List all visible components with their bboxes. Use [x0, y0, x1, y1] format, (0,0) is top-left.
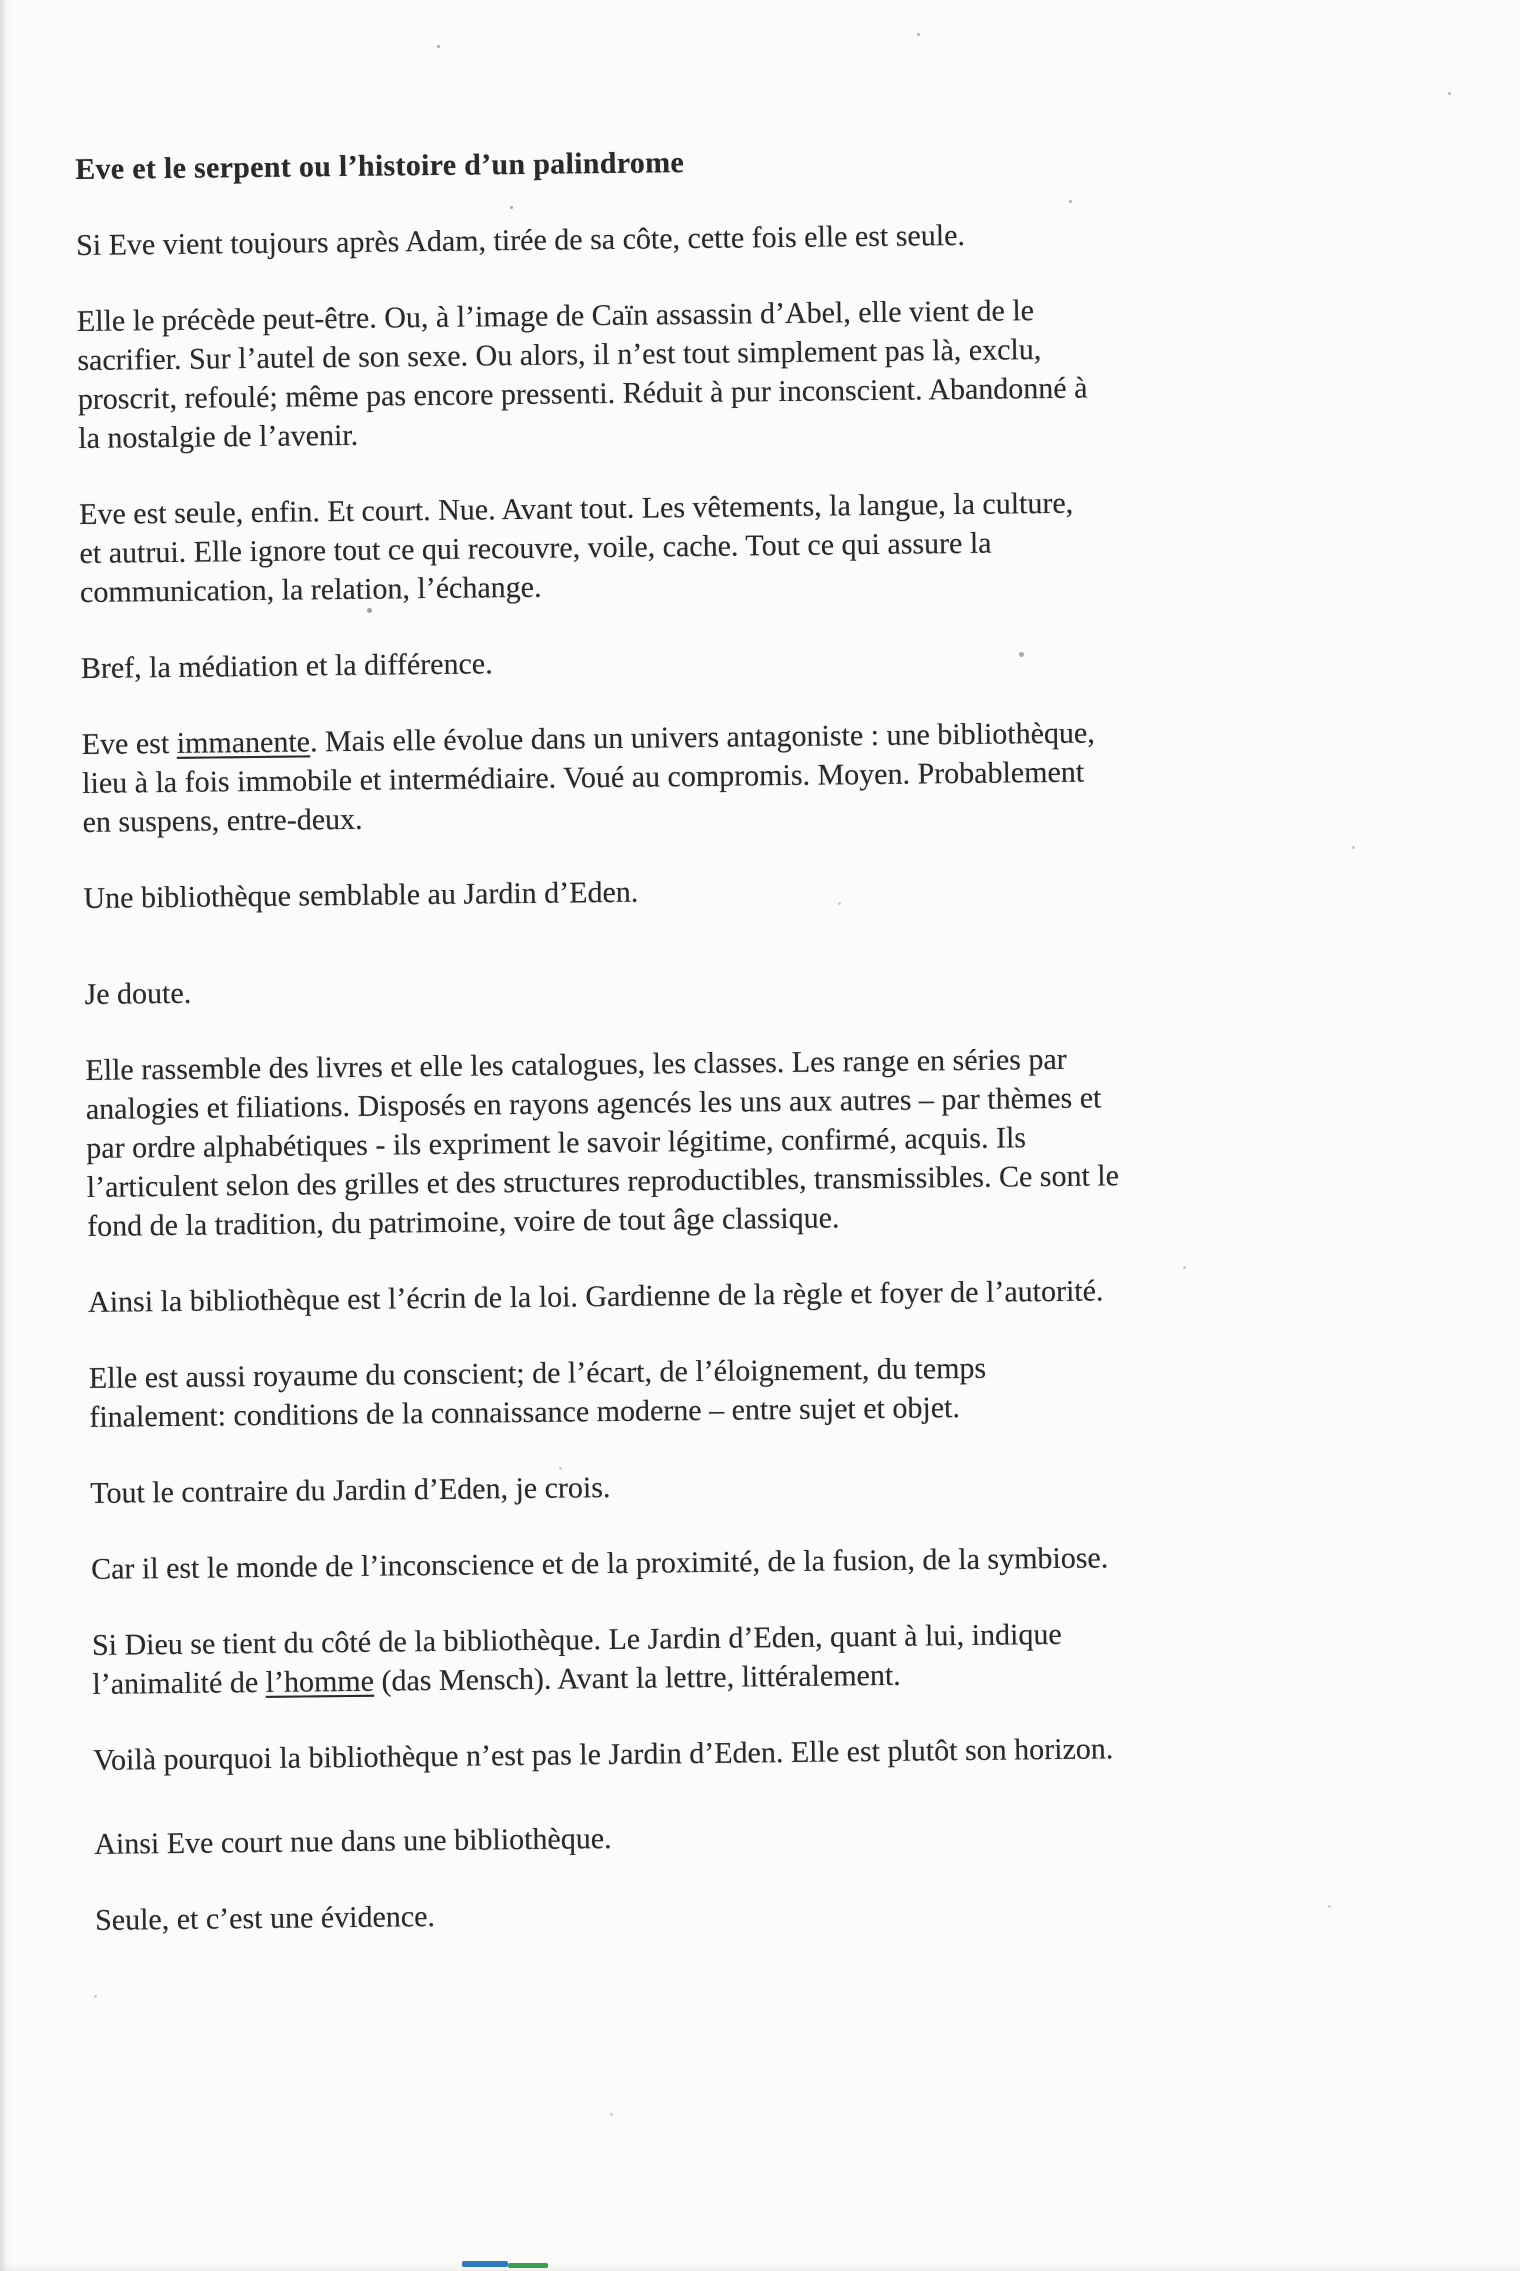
paragraph: Elle est aussi royaume du conscient; de l’écart, de l’éloignement, du temps finalement: conditions de la connaissance moderne – entre sujet et objet.	[88, 1351, 987, 1434]
paragraph: Seule, et c’est une évidence.	[94, 1900, 436, 1937]
paragraph: Si Eve vient toujours après Adam, tirée de sa côte, cette fois elle est seule.	[75, 218, 966, 262]
paragraph: Si Dieu se tient du côté de la bibliothèque. Le Jardin d’Eden, quant à lui, indique l’animalité de l’homme (das Mensch). Avant la lettre, littéralement.	[91, 1617, 1062, 1701]
paragraph: Tout le contraire du Jardin d’Eden, je crois.	[90, 1471, 611, 1510]
paragraph: Eve est seule, enfin. Et court. Nue. Avant tout. Les vêtements, la langue, la culture, et autrui. Elle ignore tout ce qui recouvre, voile, cache. Tout ce qui assure la communication, la relation, l’échange.	[78, 486, 1074, 609]
paragraph: Eve est immanente. Mais elle évolue dans un univers antagoniste : une bibliothèque, lieu à la fois immobile et intermédiaire. Voué au compromis. Moyen. Probablement en suspens, entre-deux.	[81, 716, 1095, 839]
paragraph: Voilà pourquoi la bibliothèque n’est pas le Jardin d’Eden. Elle est plutôt son horizon.	[93, 1732, 1114, 1777]
document-content	[75, 135, 1426, 1977]
paragraph: Elle rassemble des livres et elle les catalogues, les classes. Les range en séries par analogies et filiations. Disposés en rayons agencés les uns aux autres – par thèmes et par ordre alphabétiques - ils expriment le savoir légitime, confirmé, acquis. Ils l’articulent selon des grilles et des structures reproductibles, transmissibles. Ce sont le fond de la tradition, du patrimoine, voire de tout âge classique.	[85, 1042, 1120, 1243]
paragraph: Ainsi la bibliothèque est l’écrin de la loi. Gardienne de la règle et foyer de l’autorité.	[87, 1274, 1104, 1319]
paragraph: Car il est le monde de l’inconscience et de la proximité, de la fusion, de la symbiose.	[90, 1541, 1109, 1586]
paragraph: Ainsi Eve court nue dans une bibliothèque.	[94, 1822, 612, 1861]
paragraph: Bref, la médiation et la différence.	[80, 647, 493, 685]
scan-noise	[0, 0, 3, 3]
paragraph: Elle le précède peut-être. Ou, à l’image de Caïn assassin d’Abel, elle vient de le sacrifier. Sur l’autel de son sexe. Ou alors, il n’est tout simplement pas là, exclu, proscrit, refoulé; même pas encore pressenti. Réduit à pur inconscient. Abandonné à la nostalgie de l’avenir.	[76, 294, 1088, 455]
paragraph: Une bibliothèque semblable au Jardin d’Eden.	[83, 875, 639, 915]
scan-artifact-blue	[462, 2261, 508, 2267]
paragraph: Je doute.	[84, 976, 192, 1011]
scan-artifact-green	[508, 2263, 548, 2268]
document-title: Eve et le serpent ou l’histoire d’un palindrome	[75, 146, 685, 186]
